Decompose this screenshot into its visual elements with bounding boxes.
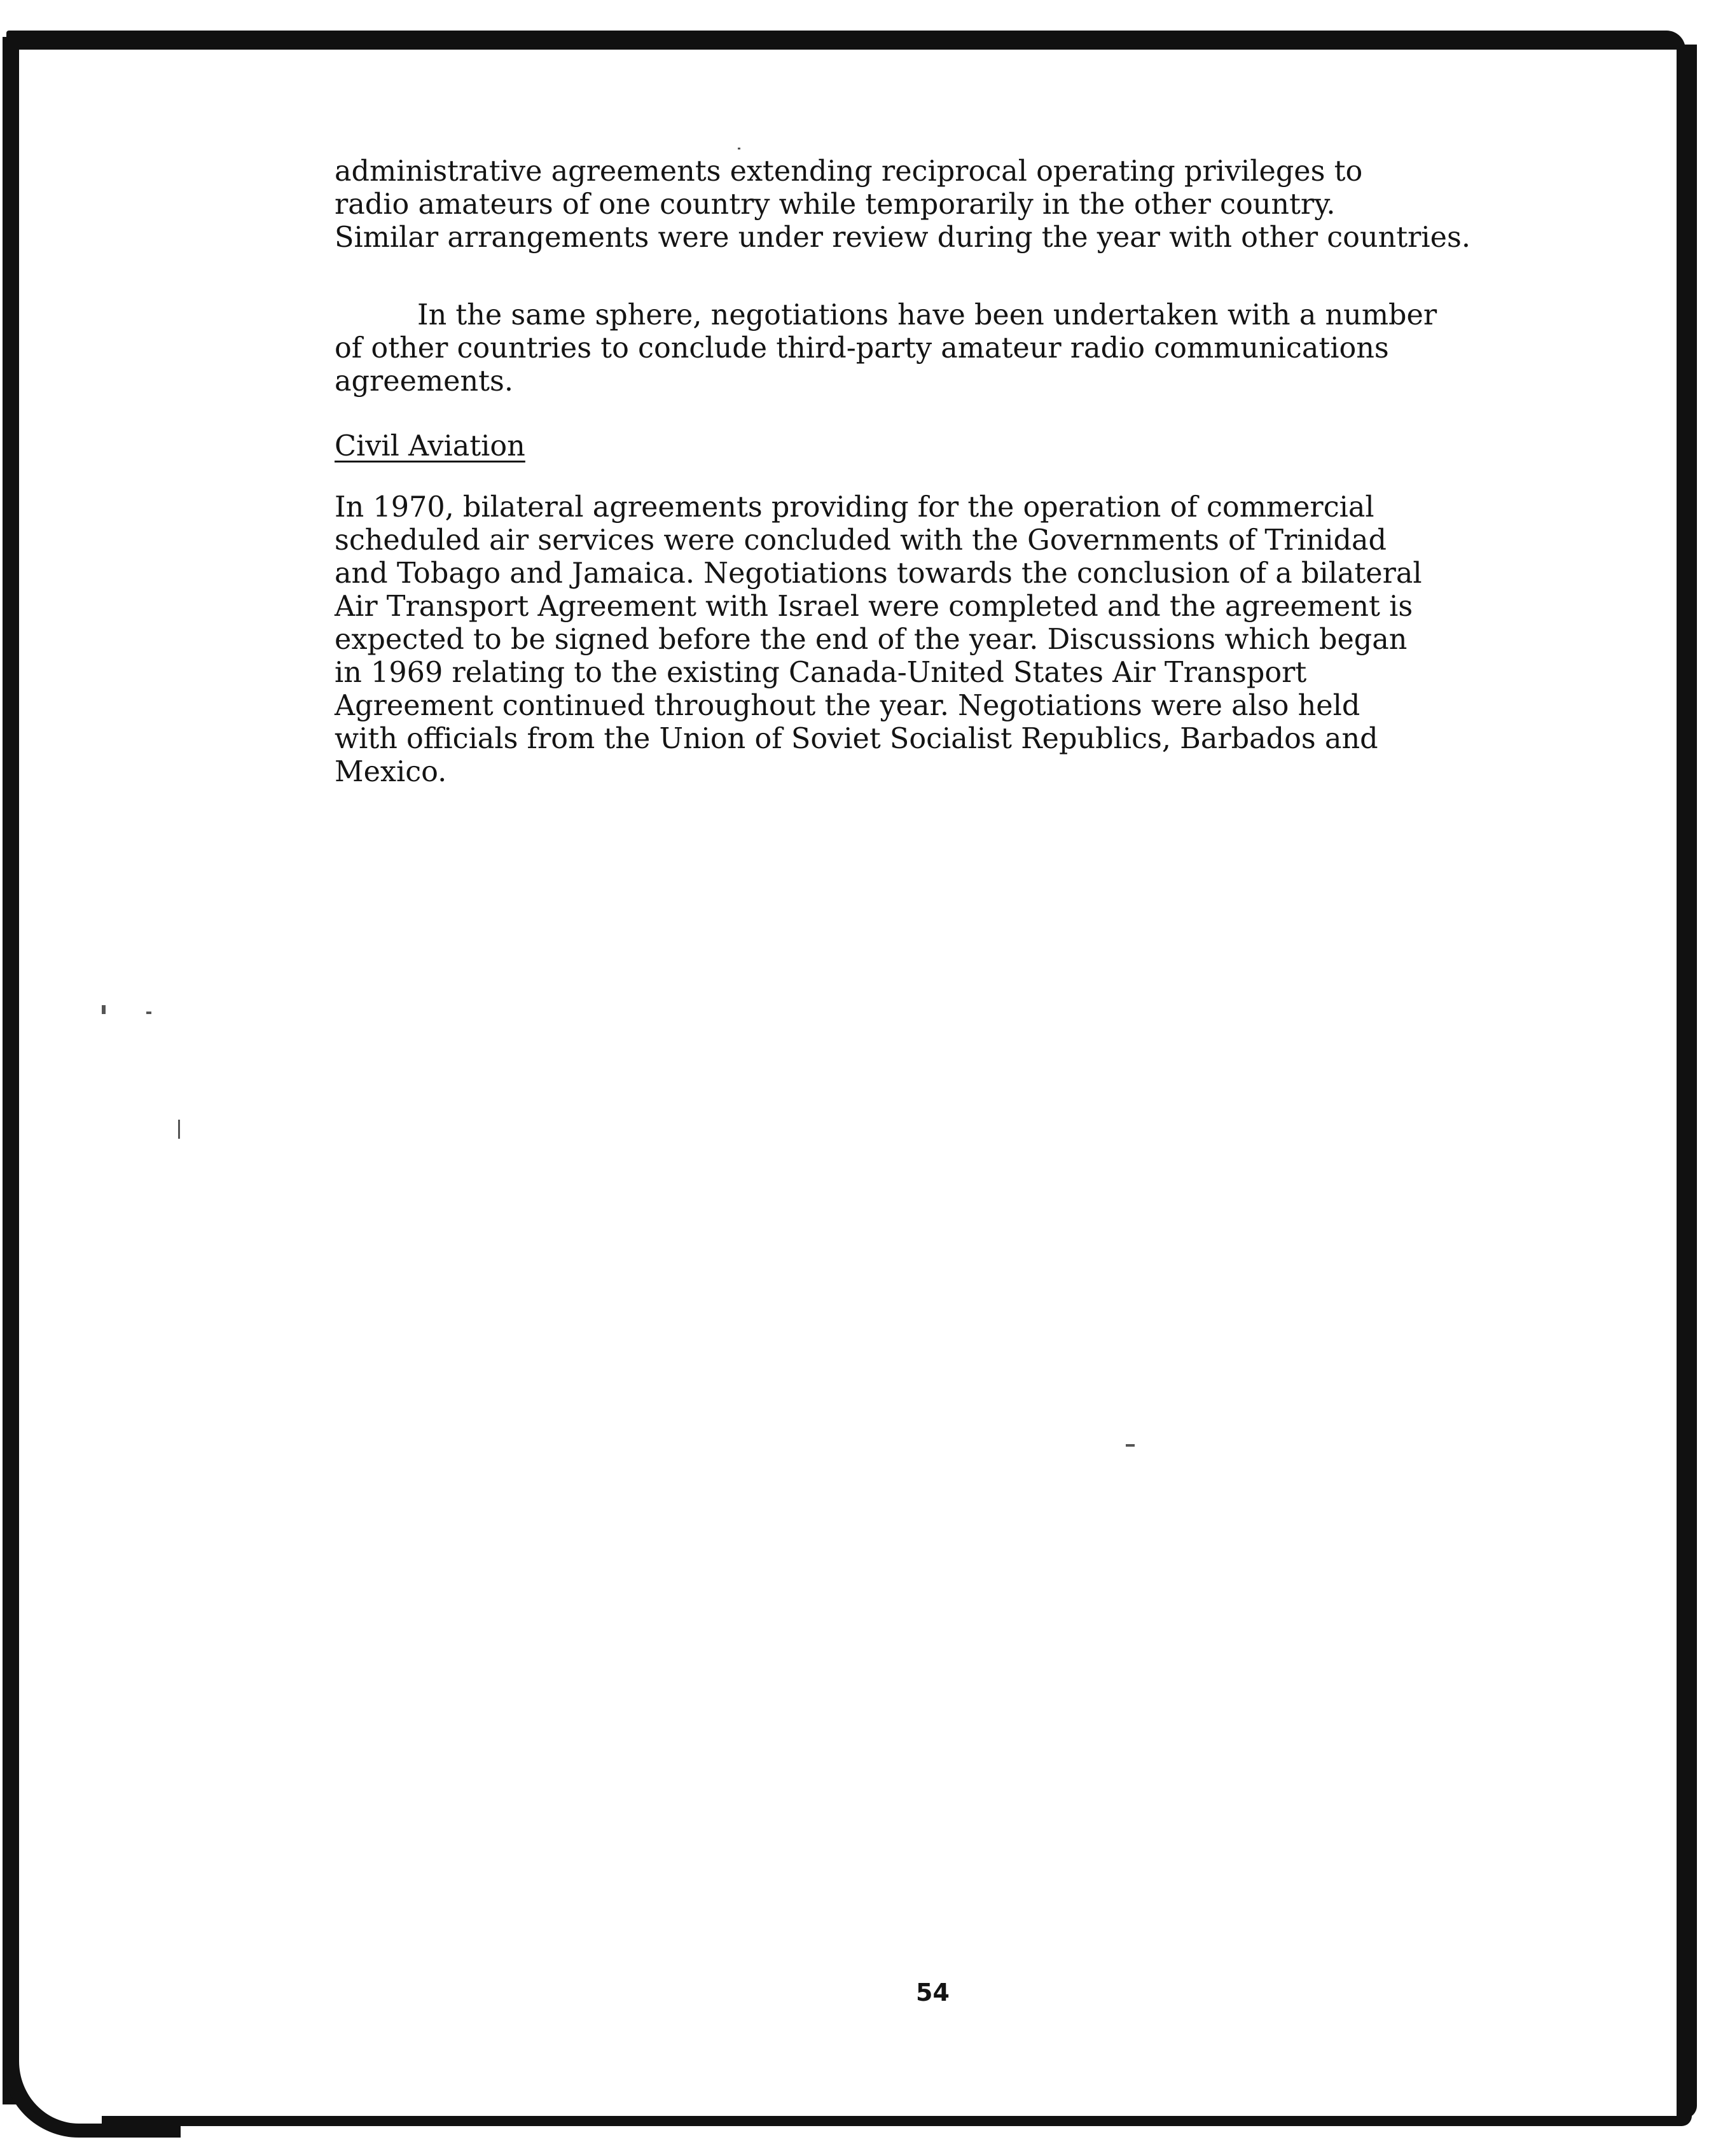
scan-border-right [1677,45,1697,2118]
scan-border-left [3,37,19,2104]
text-line: expected to be signed before the end of the year. Discussions which began [335,623,1408,656]
text-line: with officials from the Union of Soviet Socialist Republics, Barbados and [335,723,1378,755]
scan-border-bottom [102,2116,1692,2126]
text-line: scheduled air services were concluded with the Governments of Trinidad [335,524,1387,557]
text-line: and Tobago and Jamaica. Negotiations towards the conclusion of a bilateral [335,557,1422,590]
text-line: Mexico. [335,756,447,788]
paragraph-amateur-radio-privileges [335,155,1562,254]
paragraph-third-party-agreements [335,299,1562,398]
text-line: in 1969 relating to the existing Canada-United States Air Transport [335,657,1307,689]
text-line: administrative agreements extending reciprocal operating privileges to [335,155,1363,188]
scan-speck [146,1012,151,1014]
scan-speck [738,148,740,150]
text-line: of other countries to conclude third-party amateur radio communications [335,332,1389,365]
scan-border-corner [3,2061,181,2138]
text-line: radio amateurs of one country while temporarily in the other country. [335,188,1336,221]
text-line: In the same sphere, negotiations have been undertaken with a number [417,299,1437,331]
page-number: 54 [916,1979,950,2006]
section-heading-civil-aviation: Civil Aviation [335,430,525,462]
scan-speck [1126,1444,1135,1447]
text-line: Agreement continued throughout the year. Negotiations were also held [335,690,1360,722]
text-line: In 1970, bilateral agreements providing for the operation of commercial [335,491,1374,524]
scan-speck [178,1120,180,1139]
scan-border-top [6,31,1685,50]
text-line: Air Transport Agreement with Israel were completed and the agreement is [335,590,1413,623]
scan-speck [102,1005,106,1014]
text-line: Similar arrangements were under review during the year with other countries. [335,221,1470,254]
text-line: agreements. [335,365,514,398]
paragraph-civil-aviation [335,491,1562,789]
